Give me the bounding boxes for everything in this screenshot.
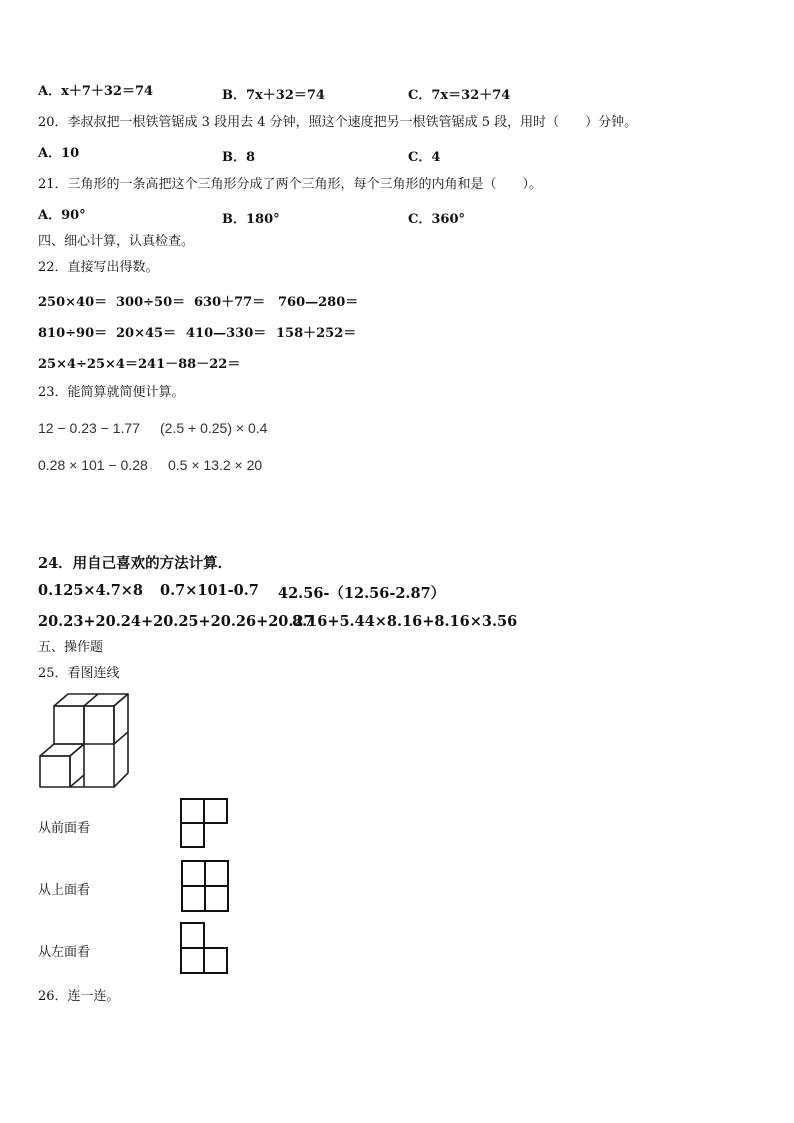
q20-option-c: C．4 bbox=[408, 150, 441, 165]
q22-item: 20×45＝ bbox=[116, 326, 177, 341]
q20-option-b: B．8 bbox=[222, 150, 256, 165]
q20-option-a: A．10 bbox=[38, 146, 80, 161]
q22-item: 760—280＝ bbox=[278, 295, 359, 310]
view-label-top: 从上面看 bbox=[38, 882, 91, 897]
q22-item: 241－88－22＝ bbox=[138, 357, 241, 372]
q24-expression: 42.56-（12.56-2.87） bbox=[278, 585, 446, 602]
view-shape-3[interactable] bbox=[180, 922, 230, 975]
q23-expression: 12 − 0.23 − 1.77 bbox=[38, 420, 140, 436]
view-shape-2[interactable] bbox=[181, 860, 231, 914]
view-label-left: 从左面看 bbox=[38, 944, 91, 959]
q24-expression: 8.16+5.44×8.16+8.16×3.56 bbox=[292, 613, 518, 630]
q20-stem: 20．李叔叔把一根铁管锯成 3 段用去 4 分钟，照这个速度把另一根铁管锯成 5 段，用时（ ）分钟。 bbox=[38, 115, 638, 130]
q26-stem: 26．连一连。 bbox=[38, 989, 120, 1004]
q22-item: 630＋77＝ bbox=[194, 295, 266, 310]
q19-option-b: B．7x＋32＝74 bbox=[222, 88, 325, 103]
q24-expression: 0.7×101-0.7 bbox=[160, 582, 259, 599]
q22-stem: 22．直接写出得数。 bbox=[38, 260, 159, 275]
q22-item: 250×40＝ bbox=[38, 295, 108, 310]
q24-stem: 24．用自己喜欢的方法计算． bbox=[38, 555, 233, 572]
view-shape-1[interactable] bbox=[180, 798, 230, 850]
q23-expression: 0.28 × 101 − 0.28 bbox=[38, 457, 148, 473]
q22-item: 25×4÷25×4＝ bbox=[38, 357, 138, 372]
q22-item: 158＋252＝ bbox=[276, 326, 357, 341]
q21-option-a: A．90° bbox=[38, 208, 86, 223]
q19-option-a: A．x＋7＋32＝74 bbox=[38, 84, 154, 99]
q19-option-c: C．7x＝32＋74 bbox=[408, 88, 511, 103]
section4-title: 四、细心计算，认真检查。 bbox=[38, 234, 195, 249]
q23-stem: 23．能简算就简便计算。 bbox=[38, 385, 185, 400]
q21-option-c: C．360° bbox=[408, 212, 465, 227]
q22-item: 300÷50＝ bbox=[116, 295, 186, 310]
q23-expression: (2.5 + 0.25) × 0.4 bbox=[160, 420, 268, 436]
section5-title: 五、操作题 bbox=[38, 640, 104, 655]
view-label-front: 从前面看 bbox=[38, 820, 91, 835]
q24-expression: 0.125×4.7×8 bbox=[38, 582, 144, 599]
q22-item: 810÷90＝ bbox=[38, 326, 108, 341]
q22-item: 410—330＝ bbox=[186, 326, 267, 341]
q25-stem: 25．看图连线 bbox=[38, 666, 120, 681]
cube-stack-figure bbox=[38, 692, 130, 790]
q23-expression: 0.5 × 13.2 × 20 bbox=[168, 457, 263, 473]
q21-option-b: B．180° bbox=[222, 212, 280, 227]
q21-stem: 21．三角形的一条高把这个三角形分成了两个三角形，每个三角形的内角和是（ ）。 bbox=[38, 177, 543, 192]
q24-expression: 20.23+20.24+20.25+20.26+20.27 bbox=[38, 613, 314, 630]
